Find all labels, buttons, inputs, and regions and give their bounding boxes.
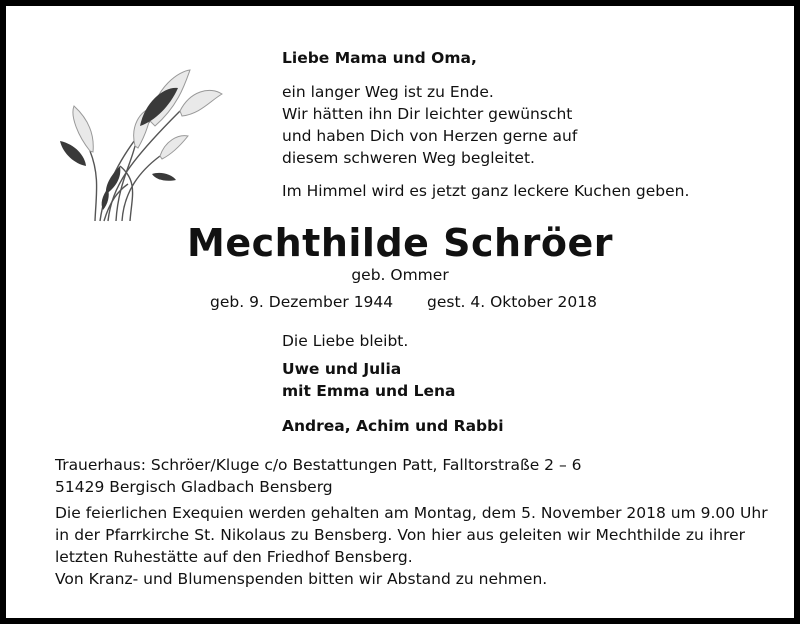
donation-line: Von Kranz- und Blumenspenden bitten wir Abstand zu nehmen.: [55, 570, 548, 588]
poem-line: und haben Dich von Herzen gerne auf: [282, 127, 578, 145]
love-line: Die Liebe bleibt.: [282, 332, 409, 350]
maiden-name: geb. Ommer: [351, 266, 449, 284]
greeting: Liebe Mama und Oma,: [282, 49, 477, 67]
mourner-line: mit Emma und Lena: [282, 382, 456, 400]
heaven-line: Im Himmel wird es jetzt ganz leckere Kuchen geben.: [282, 182, 690, 200]
death-date: gest. 4. Oktober 2018: [427, 293, 597, 311]
deceased-name: Mechthilde Schröer: [187, 221, 613, 265]
birth-date: geb. 9. Dezember 1944: [210, 293, 394, 311]
service-line: in der Pfarrkirche St. Nikolaus zu Bensberg. Von hier aus geleiten wir Mechthilde zu ihrer: [55, 526, 745, 544]
service-line: Die feierlichen Exequien werden gehalten am Montag, dem 5. November 2018 um 9.00 Uhr: [55, 504, 768, 522]
poem-line: diesem schweren Weg begleitet.: [282, 149, 535, 167]
mourning-house-city: 51429 Bergisch Gladbach Bensberg: [55, 478, 333, 496]
service-line: letzten Ruhestätte auf den Friedhof Bensberg.: [55, 548, 413, 566]
calla-lily-illustration: [60, 66, 228, 222]
mourner-line: Andrea, Achim und Rabbi: [282, 417, 504, 435]
mourner-line: Uwe und Julia: [282, 360, 402, 378]
poem-line: Wir hätten ihn Dir leichter gewünscht: [282, 105, 573, 123]
poem-line: ein langer Weg ist zu Ende.: [282, 83, 494, 101]
mourning-house-address: Trauerhaus: Schröer/Kluge c/o Bestattungen Patt, Falltorstraße 2 – 6: [55, 456, 582, 474]
